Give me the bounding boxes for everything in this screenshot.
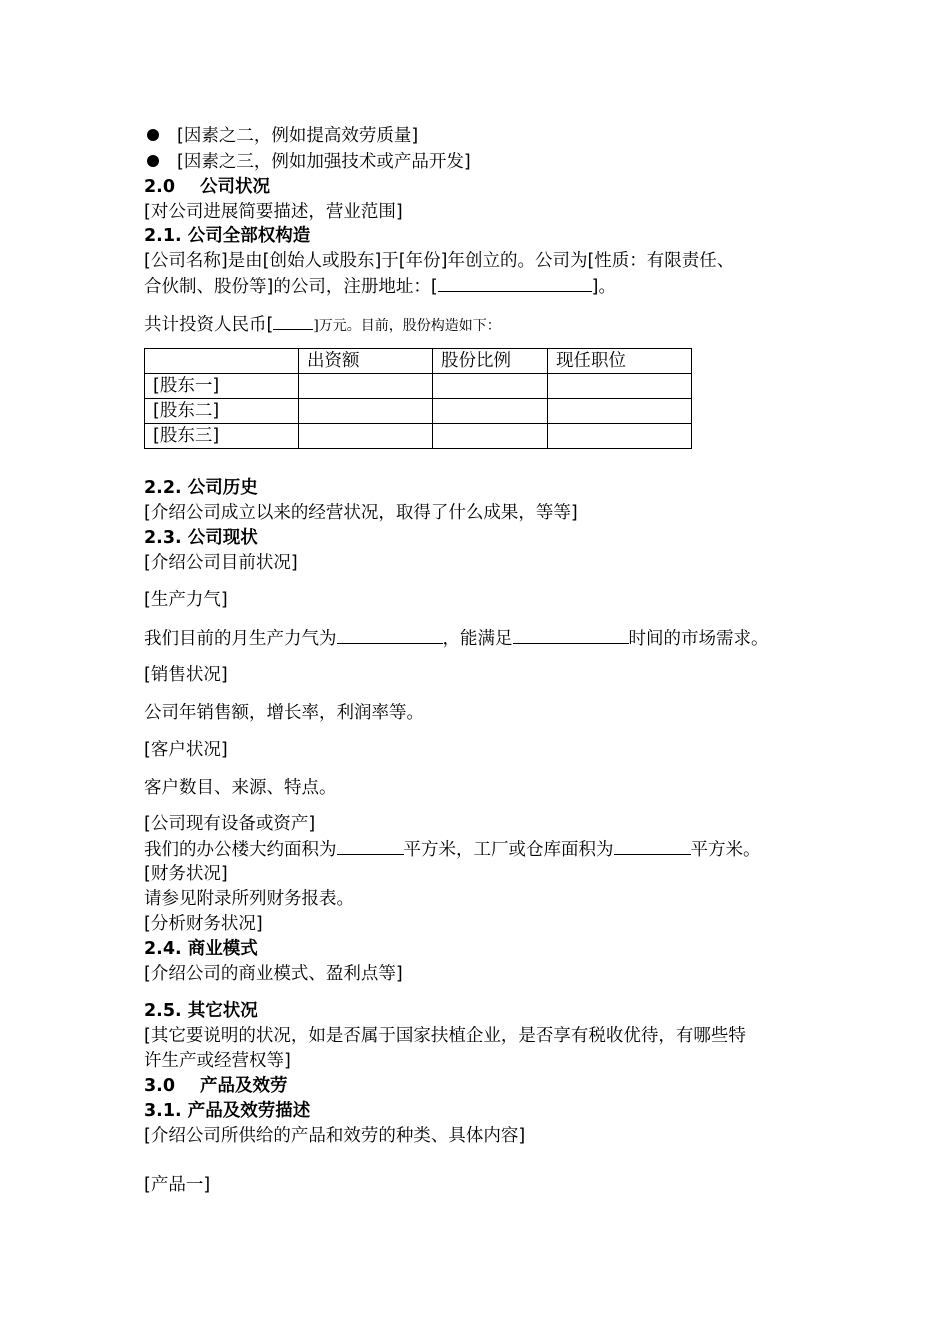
capacity-blank	[337, 626, 443, 644]
paragraph-line: 合伙制、股份等]的公司，注册地址：[ ]。	[144, 274, 616, 299]
paragraph-line: 公司年销售额，增长率，利润率等。	[144, 703, 424, 723]
section-desc: [对公司进展简要描述，营业范围]	[144, 202, 403, 222]
investment-blank	[273, 312, 313, 330]
capacity-line: 我们目前的月生产力气为 ，能满足 时间的市场需求。	[144, 626, 769, 651]
section-desc: [介绍公司成立以来的经营状况，取得了什么成果，等等]	[144, 503, 578, 523]
table-cell	[548, 399, 692, 424]
subsection-label: [产品一]	[144, 1175, 211, 1195]
section-desc: [介绍公司的商业模式、盈利点等]	[144, 964, 403, 984]
section-heading-2-4: 2.4. 商业模式	[144, 939, 258, 959]
table-cell	[548, 424, 692, 449]
table-cell: [股东二]	[145, 399, 299, 424]
section-heading-2-2: 2.2. 公司历史	[144, 478, 258, 498]
table-cell	[433, 424, 548, 449]
table-row	[145, 424, 692, 449]
section-heading-2-5: 2.5. 其它状况	[144, 1001, 258, 1021]
table-cell: [股东三]	[145, 424, 299, 449]
table-header-cell: 现任职位	[548, 349, 692, 374]
bullet-dot-icon	[147, 129, 159, 141]
section-desc: [介绍公司所供给的产品和效劳的种类、具体内容]	[144, 1126, 526, 1146]
section-heading-3-1: 3.1. 产品及效劳描述	[144, 1101, 311, 1121]
subsection-label: [公司现有设备或资产]	[144, 814, 316, 834]
subsection-label: [财务状况]	[144, 864, 228, 884]
table-header-cell: 出资额	[299, 349, 433, 374]
bullet-dot-icon	[147, 155, 159, 167]
capacity-time-blank	[513, 626, 629, 644]
section-heading-2-1: 2.1. 公司全部权构造	[144, 226, 311, 246]
table-cell: [股东一]	[145, 374, 299, 399]
table-cell	[299, 424, 433, 449]
subsection-label: [生产力气]	[144, 590, 228, 610]
section-heading-2-0: 2.0 公司状况	[144, 177, 270, 197]
paragraph-line: [公司名称]是由[创始人或股东]于[年份]年创立的。公司为[性质：有限责任、	[144, 251, 735, 271]
paragraph-line: 客户数目、来源、特点。	[144, 778, 337, 798]
section-desc: [介绍公司目前状况]	[144, 553, 298, 573]
table-cell	[433, 374, 548, 399]
equity-table	[144, 348, 692, 449]
paragraph-line: [其它要说明的状况，如是否属于国家扶植企业，是否享有税收优待，有哪些特	[144, 1026, 746, 1046]
investment-line: 共计投资人民币[ ]万元。目前，股份构造如下：	[144, 312, 501, 337]
table-header-cell	[145, 349, 299, 374]
paragraph-line: [分析财务状况]	[144, 914, 263, 934]
factory-area-blank	[614, 837, 691, 855]
table-header-row	[145, 349, 692, 374]
office-area-blank	[337, 837, 404, 855]
paragraph-line: 许生产或经营权等]	[144, 1051, 291, 1071]
bullet-item: [因素之三，例如加强技术或产品开发]	[177, 152, 471, 172]
section-heading-2-3: 2.3. 公司现状	[144, 528, 258, 548]
table-cell	[299, 374, 433, 399]
table-cell	[548, 374, 692, 399]
subsection-label: [客户状况]	[144, 740, 228, 760]
table-row	[145, 374, 692, 399]
table-cell	[433, 399, 548, 424]
subsection-label: [销售状况]	[144, 665, 228, 685]
paragraph-line: 请参见附录所列财务报表。	[144, 889, 354, 909]
section-heading-3-0: 3.0 产品及效劳	[144, 1076, 288, 1096]
bullet-item: [因素之二，例如提高效劳质量]	[177, 126, 419, 146]
assets-line: 我们的办公楼大约面积为 平方米，工厂或仓库面积为 平方米。	[144, 837, 761, 862]
table-header-cell: 股份比例	[433, 349, 548, 374]
address-blank	[438, 274, 592, 292]
table-cell	[299, 399, 433, 424]
table-row	[145, 399, 692, 424]
